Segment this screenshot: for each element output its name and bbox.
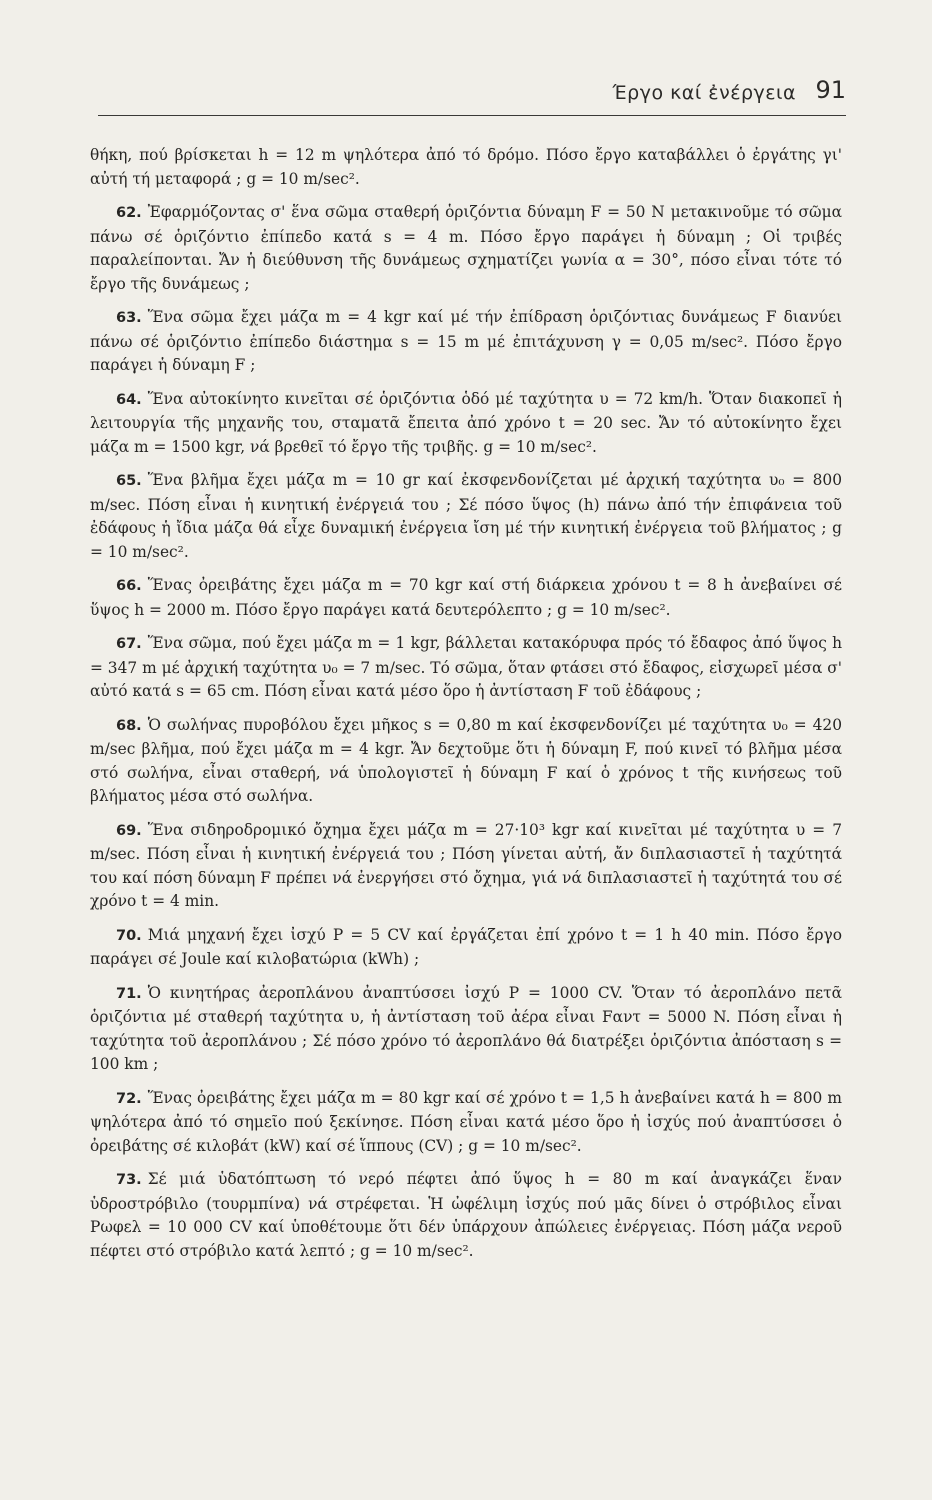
problem-70 xyxy=(90,924,842,972)
continuation-paragraph: θήκη, πού βρίσκεται h = 12 m ψηλότερα ἀπό τό δρόμο. Πόσο ἔργο καταβάλλει ὁ ἐργάτης γι' αὐτή τή μεταφορά ; g = 10 m/sec². xyxy=(90,146,842,188)
problem-number: 70. xyxy=(116,927,142,944)
problem-text: Ἕνα σιδηροδρομικό ὄχημα ἔχει μάζα m = 27·10³ kgr καί κινεῖται μέ ταχύτητα υ = 7 m/sec. Πόση εἶναι ἡ κινητική ἐνέργειά του ; Πόση γίνεται αὐτή, ἄν διπλασιαστεῖ ἡ ταχύτητά του καί πόση δύναμη F πρέπει νά ἐνεργήσει στό ὄχημα, γιά νά διπλασιαστεῖ ἡ ταχύτητά του σέ χρόνο t = 4 min. xyxy=(90,820,842,910)
problem-number: 67. xyxy=(116,636,142,652)
problem-text: Σέ μιά ὑδατόπτωση τό νερό πέφτει ἀπό ὕψος h = 80 m καί ἀναγκάζει ἕναν ὑδροστρόβιλο (τουρμπίνα) νά στρέφεται. Ἡ ὠφέλιμη ἰσχύς πού μᾶς δίνει ὁ στρόβιλος εἶναι Pωφελ = 10 000 CV καί ὑποθέτουμε ὅτι δέν ὑπάρχουν ἀπώλειες ἐνέργειας. Πόση μάζα νεροῦ πέφτει στό στρόβιλο κατά λεπτό ; g = 10 m/sec². xyxy=(90,1170,842,1260)
problem-text: Ἐφαρμόζοντας σ' ἕνα σῶμα σταθερή ὁριζόντια δύναμη F = 50 N μετακινοῦμε τό σῶμα πάνω σέ ὁριζόντιο ἐπίπεδο κατά s = 4 m. Πόσο ἔργο παράγει ἡ δύναμη ; Οἱ τριβές παραλείπονται. Ἄν ἡ διεύθυνση τῆς δυνάμεως σχηματίζει γωνία α = 30°, πόσο εἶναι τότε τό ἔργο τῆς δυνάμεως ; xyxy=(90,203,842,293)
problem-text: Ἕνα βλῆμα ἔχει μάζα m = 10 gr καί ἐκσφενδονίζεται μέ ἀρχική ταχύτητα υ₀ = 800 m/sec. Πόση εἶναι ἡ κινητική ἐνέργειά του ; Σέ πόσο ὕψος (h) πάνω ἀπό τήν ἐπιφάνεια τοῦ ἐδάφους ἡ ἴδια μάζα θά εἶχε δυναμική ἐνέργεια ἴση μέ τήν κινητική ἐνέργεια τοῦ βλήματος ; g = 10 m/sec². xyxy=(90,471,842,561)
problem-69 xyxy=(90,819,842,914)
problem-62 xyxy=(90,201,842,296)
problem-text: Ὁ σωλήνας πυροβόλου ἔχει μῆκος s = 0,80 m καί ἐκσφενδονίζει μέ ταχύτητα υ₀ = 420 m/sec βλῆμα, πού ἔχει μάζα m = 4 kgr. Ἄν δεχτοῦμε ὅτι ἡ δύναμη F, πού κινεῖ τό βλῆμα μέσα στό σωλήνα, εἶναι σταθερή, νά ὑπολογιστεῖ ἡ δύναμη F καί ὁ χρόνος t τῆς κινήσεως τοῦ βλήματος μέσα στό σωλήνα. xyxy=(90,715,842,805)
problem-text: Ἕνας ὀρειβάτης ἔχει μάζα m = 80 kgr καί σέ χρόνο t = 1,5 h ἀνεβαίνει κατά h = 800 m ψηλότερα ἀπό τό σημεῖο πού ξεκίνησε. Πόση εἶναι κατά μέσο ὅρο ἡ ἰσχύς πού ἀναπτύσσει ὁ ὀρειβάτης σέ κιλοβάτ (kW) καί σέ ἵππους (CV) ; g = 10 m/sec². xyxy=(90,1088,842,1155)
problem-72 xyxy=(90,1087,842,1159)
problem-text: Ὁ κινητήρας ἀεροπλάνου ἀναπτύσσει ἰσχύ P = 1000 CV. Ὅταν τό ἀεροπλάνο πετᾶ ὁριζόντια μέ σταθερή ταχύτητα υ, ἡ ἀντίσταση τοῦ ἀέρα εἶναι Fαντ = 5000 N. Πόση εἶναι ἡ ταχύτητα τοῦ ἀεροπλάνου ; Σέ πόσο χρόνο τό ἀεροπλάνο θά διατρέξει ὁριζόντια ἀπόσταση s = 100 km ; xyxy=(90,983,842,1073)
problem-number: 65. xyxy=(116,473,142,489)
problem-number: 71. xyxy=(116,985,142,1002)
problem-number: 69. xyxy=(116,822,142,839)
problems-text xyxy=(90,144,842,1273)
problem-66 xyxy=(90,574,842,622)
chapter-title: Έργο καί ἐνέργεια xyxy=(612,82,796,104)
problem-68 xyxy=(90,714,842,809)
problem-64 xyxy=(90,388,842,460)
problem-73 xyxy=(90,1168,842,1263)
problem-number: 72. xyxy=(116,1090,142,1107)
problem-text: Μιά μηχανή ἔχει ἰσχύ P = 5 CV καί ἐργάζεται ἐπί χρόνο t = 1 h 40 min. Πόσο ἔργο παράγει σέ Joule καί κιλοβατώρια (kWh) ; xyxy=(90,925,842,968)
problem-65 xyxy=(90,469,842,564)
problem-number: 73. xyxy=(116,1172,142,1188)
problem-number: 66. xyxy=(116,578,142,594)
problem-text: Ἕνα σῶμα, πού ἔχει μάζα m = 1 kgr, βάλλεται κατακόρυφα πρός τό ἔδαφος ἀπό ὕψος h = 347 m μέ ἀρχική ταχύτητα υ₀ = 7 m/sec. Τό σῶμα, ὅταν φτάσει στό ἔδαφος, εἰσχωρεῖ μέσα σ' αὐτό κατά s = 65 cm. Πόση εἶναι κατά μέσο ὅρο ἡ ἀντίσταση F τοῦ ἐδάφους ; xyxy=(90,634,842,700)
problem-text: Ἕνα αὐτοκίνητο κινεῖται σέ ὁριζόντια ὁδό μέ ταχύτητα υ = 72 km/h. Ὅταν διακοπεῖ ἡ λειτουργία τῆς μηχανῆς του, σταματᾶ ἔπειτα ἀπό χρόνο t = 20 sec. Ἄν τό αὐτοκίνητο ἔχει μάζα m = 1500 kgr, νά βρεθεῖ τό ἔργο τῆς τριβῆς. g = 10 m/sec². xyxy=(90,389,842,456)
problem-67 xyxy=(90,632,842,704)
problem-number: 64. xyxy=(116,391,142,408)
problem-number: 68. xyxy=(116,717,142,734)
header-rule xyxy=(98,115,846,117)
problem-63 xyxy=(90,306,842,378)
problem-number: 62. xyxy=(116,205,142,221)
page-number: 91 xyxy=(815,76,846,104)
problem-71 xyxy=(90,982,842,1077)
running-header xyxy=(98,72,846,116)
problem-number: 63. xyxy=(116,310,142,326)
problem-text: Ἕνας ὀρειβάτης ἔχει μάζα m = 70 kgr καί στή διάρκεια χρόνου t = 8 h ἀνεβαίνει σέ ὕψος h = 2000 m. Πόσο ἔργο παράγει κατά δευτερόλεπτο ; g = 10 m/sec². xyxy=(90,576,842,619)
problem-text: Ἕνα σῶμα ἔχει μάζα m = 4 kgr καί μέ τήν ἐπίδραση ὁριζόντιας δυνάμεως F διανύει πάνω σέ ὁριζόντιο ἐπίπεδο διάστημα s = 15 m μέ ἐπιτάχυνση γ = 0,05 m/sec². Πόσο ἔργο παράγει ἡ δύναμη F ; xyxy=(90,308,842,374)
